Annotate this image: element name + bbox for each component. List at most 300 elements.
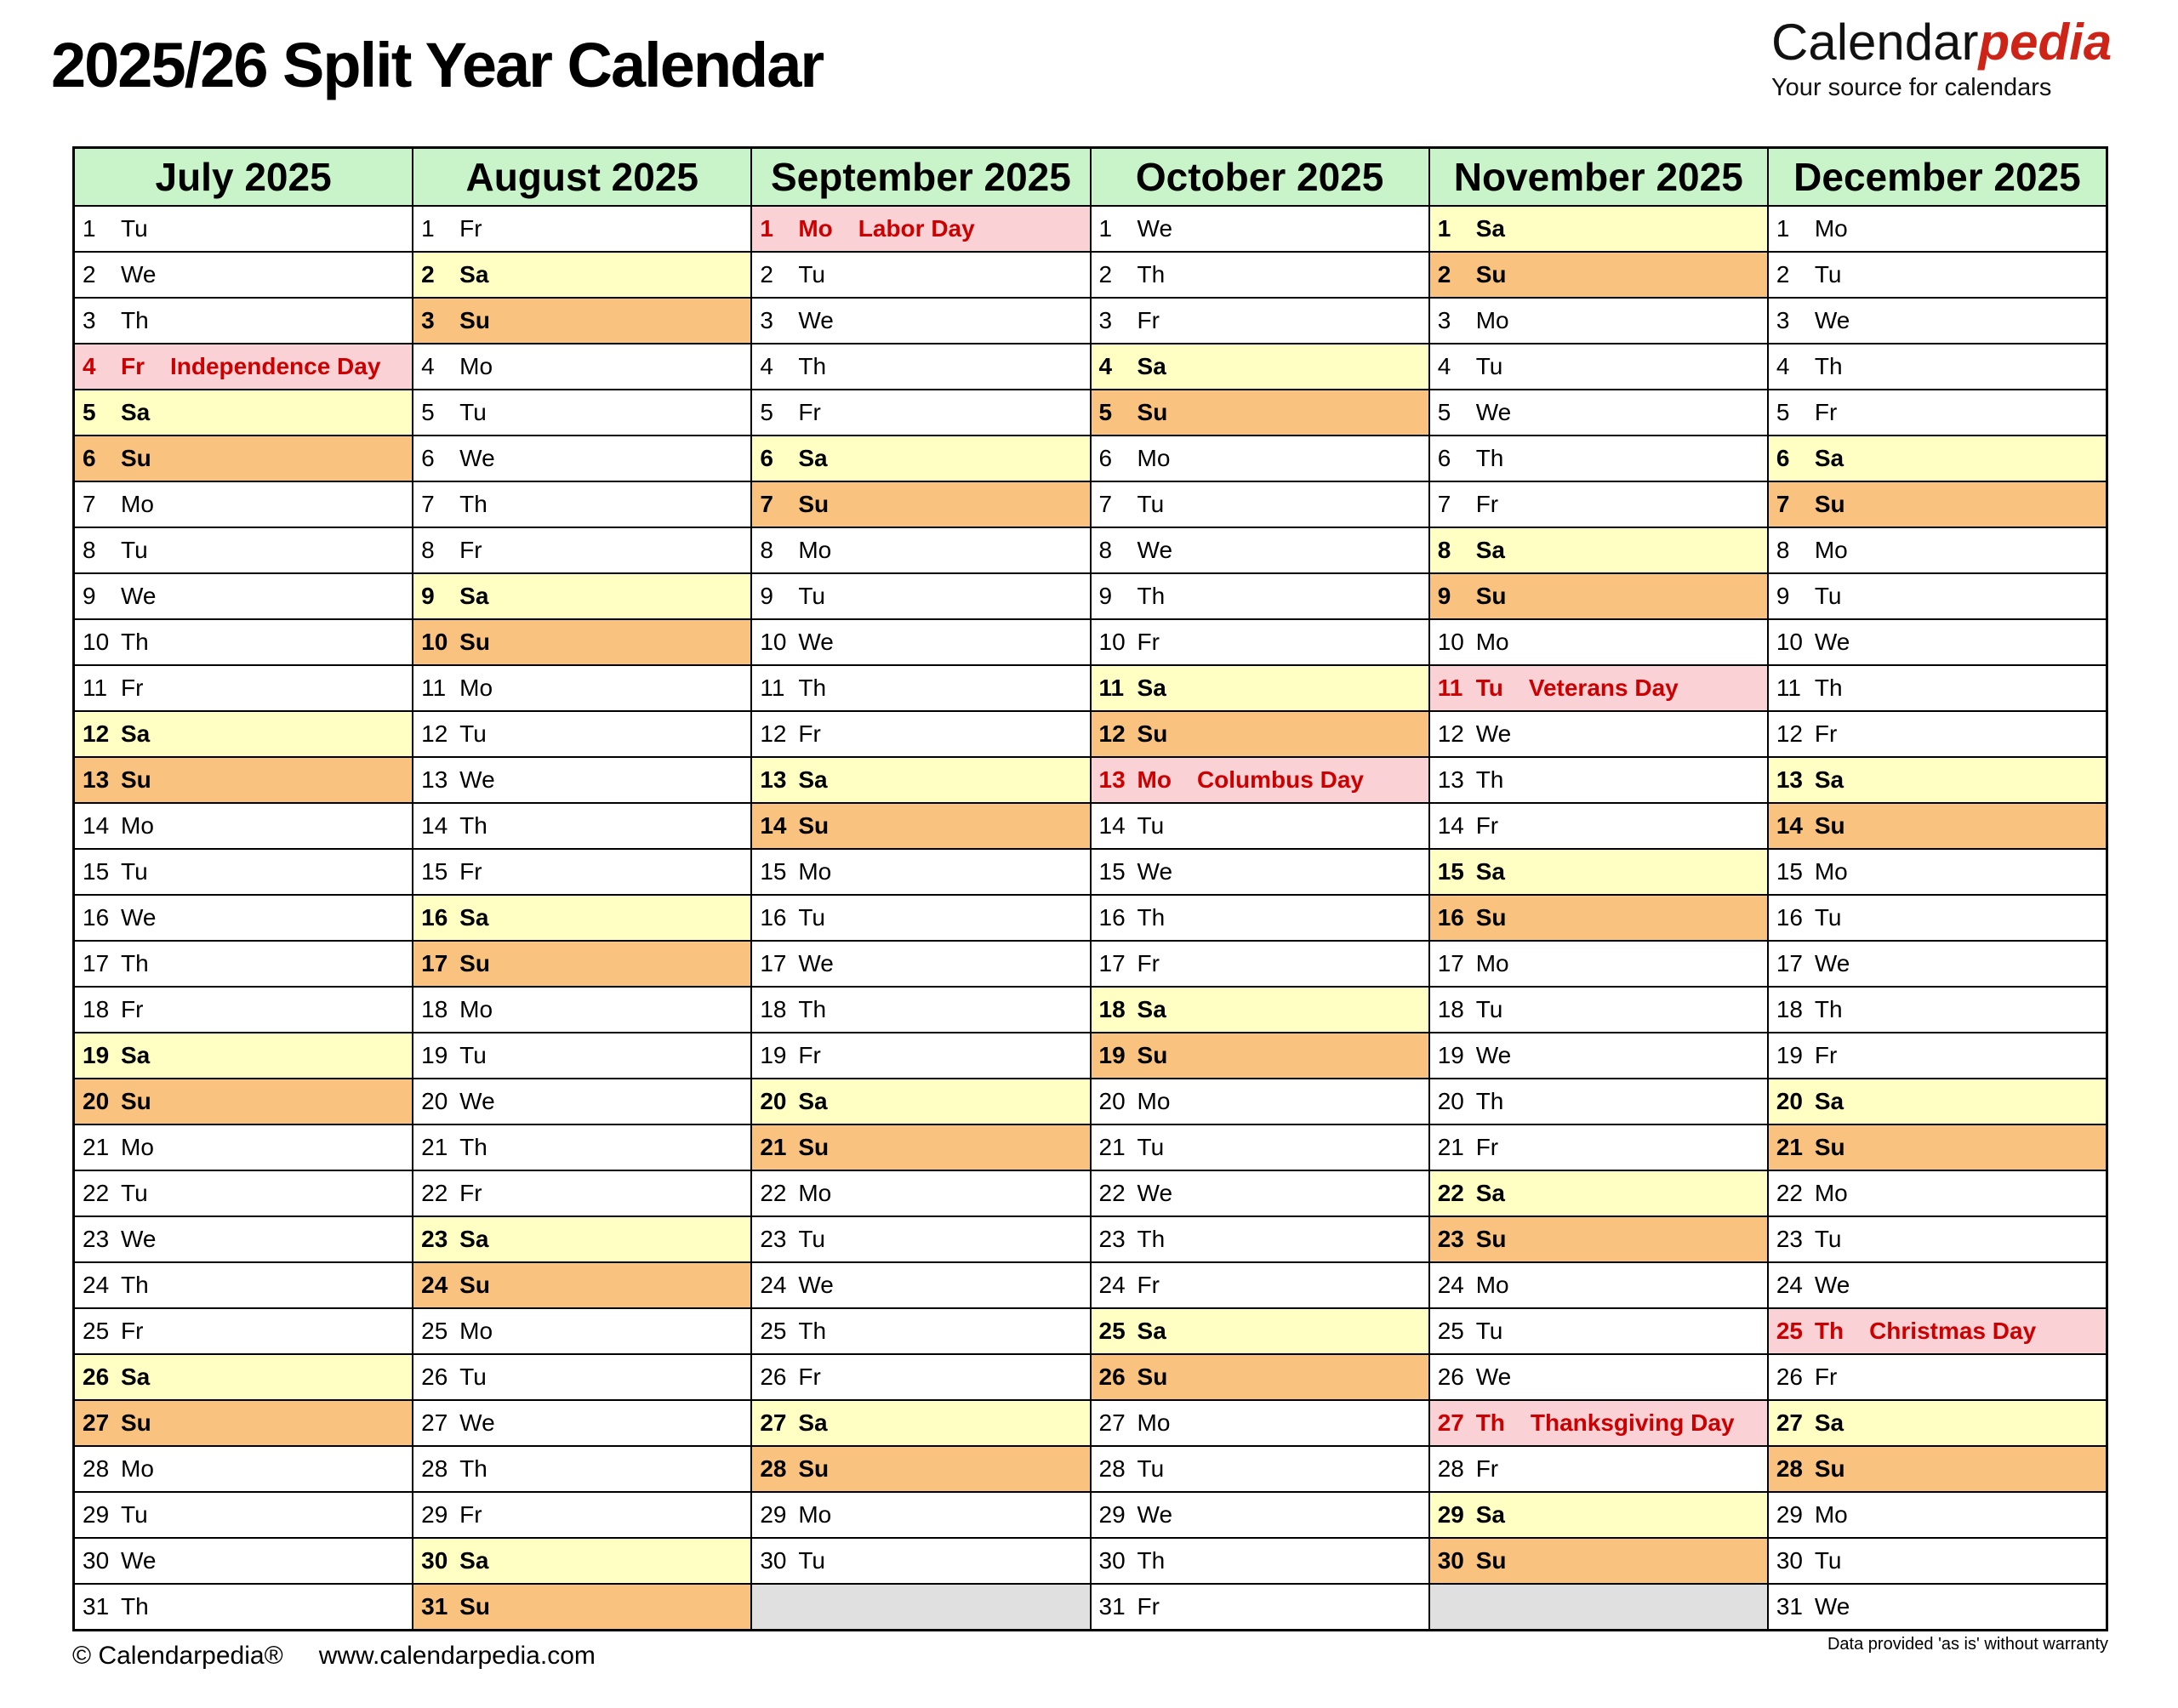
day-cell — [752, 528, 1089, 574]
website-link[interactable]: www.calendarpedia.com — [318, 1642, 596, 1670]
day-weekday: Mo — [1814, 215, 1848, 242]
day-weekday: We — [798, 950, 834, 976]
day-number: 9 — [1437, 583, 1451, 609]
day-cell — [1769, 207, 2106, 253]
day-number: 11 — [1437, 675, 1463, 701]
day-weekday: We — [1814, 1272, 1850, 1298]
day-weekday: Fr — [1814, 399, 1838, 425]
day-weekday: Th — [1814, 996, 1843, 1022]
day-cell — [1092, 1033, 1428, 1079]
day-weekday: Mo — [121, 491, 154, 517]
day-number: 1 — [1437, 215, 1451, 242]
day-weekday: Th — [121, 1593, 149, 1620]
day-number: 26 — [421, 1364, 448, 1390]
day-number: 14 — [1098, 812, 1126, 839]
day-number: 14 — [760, 812, 787, 839]
day-number: 26 — [1098, 1364, 1126, 1390]
day-number: 3 — [83, 307, 96, 333]
day-weekday: We — [1475, 1042, 1512, 1068]
day-weekday: Th — [1137, 261, 1166, 288]
day-weekday: Sa — [459, 904, 489, 931]
day-cell — [1430, 207, 1767, 253]
day-weekday: Sa — [121, 720, 151, 747]
day-cell — [752, 1309, 1089, 1355]
day-number: 3 — [1098, 307, 1113, 333]
day-weekday: Mo — [1137, 766, 1172, 793]
day-cell — [1092, 1585, 1428, 1629]
day-cell — [752, 988, 1089, 1033]
day-number: 3 — [421, 307, 435, 333]
day-weekday: Th — [459, 1455, 487, 1482]
day-number: 20 — [83, 1088, 110, 1114]
day-number: 13 — [1776, 766, 1804, 793]
day-weekday: Sa — [1814, 1088, 1844, 1114]
day-number: 24 — [1776, 1272, 1804, 1298]
day-number: 23 — [421, 1226, 448, 1252]
day-weekday: We — [1475, 720, 1512, 747]
day-cell — [75, 666, 412, 712]
day-number: 15 — [1437, 858, 1464, 885]
day-number: 31 — [421, 1593, 448, 1620]
day-weekday: Sa — [1137, 675, 1166, 701]
day-cell — [413, 390, 750, 436]
day-cell — [413, 1079, 750, 1125]
day-number: 16 — [1437, 904, 1464, 931]
day-weekday: Su — [798, 491, 830, 517]
day-weekday: Fr — [1475, 491, 1499, 517]
day-cell — [1769, 804, 2106, 850]
day-cell — [1092, 804, 1428, 850]
day-weekday: Tu — [1475, 353, 1503, 379]
day-weekday: Th — [1137, 1547, 1166, 1574]
day-weekday: Fr — [459, 537, 482, 563]
day-weekday: Sa — [459, 1547, 489, 1574]
day-number: 5 — [1776, 399, 1790, 425]
day-weekday: Mo — [1814, 537, 1848, 563]
day-number: 24 — [421, 1272, 448, 1298]
day-weekday: Su — [121, 766, 151, 793]
day-weekday: Tu — [1137, 491, 1165, 517]
day-weekday: Tu — [798, 1226, 825, 1252]
day-number: 23 — [83, 1226, 110, 1252]
day-weekday: Mo — [1137, 1409, 1171, 1436]
day-cell — [1769, 1033, 2106, 1079]
day-number: 8 — [421, 537, 435, 563]
day-number: 2 — [83, 261, 96, 288]
day-weekday: We — [1814, 1593, 1850, 1620]
holiday-label: Christmas Day — [1869, 1318, 2037, 1344]
day-weekday: Sa — [1137, 996, 1166, 1022]
day-cell — [1769, 299, 2106, 344]
logo-tagline: Your source for calendars — [1771, 74, 2052, 101]
day-cell — [1769, 666, 2106, 712]
day-cell — [1092, 482, 1428, 528]
day-weekday: We — [1137, 537, 1173, 563]
day-number: 25 — [760, 1318, 787, 1344]
day-weekday: Su — [459, 1593, 490, 1620]
day-number: 2 — [760, 261, 773, 288]
day-number: 6 — [1437, 445, 1451, 471]
day-cell — [1769, 436, 2106, 482]
empty-cell — [1430, 1585, 1767, 1629]
day-weekday: We — [1137, 1501, 1173, 1528]
day-number: 5 — [1437, 399, 1451, 425]
day-weekday: Th — [1475, 1409, 1505, 1436]
day-cell — [1430, 1033, 1767, 1079]
day-number: 17 — [83, 950, 110, 976]
day-weekday: Su — [1475, 583, 1507, 609]
day-number: 5 — [83, 399, 96, 425]
day-weekday: Fr — [121, 996, 144, 1022]
day-number: 17 — [1437, 950, 1464, 976]
day-cell — [75, 804, 412, 850]
day-weekday: Th — [798, 675, 827, 701]
day-number: 6 — [83, 445, 96, 471]
day-cell — [413, 253, 750, 299]
month-header: September 2025 — [752, 149, 1089, 207]
day-weekday: Th — [1137, 904, 1166, 931]
day-number: 25 — [83, 1318, 110, 1344]
day-cell — [1769, 344, 2106, 390]
day-weekday: Fr — [1814, 720, 1838, 747]
day-cell — [75, 528, 412, 574]
day-cell — [413, 528, 750, 574]
day-weekday: Th — [1475, 1088, 1504, 1114]
day-weekday: We — [1475, 399, 1512, 425]
day-number: 18 — [1098, 996, 1126, 1022]
day-cell — [413, 1585, 750, 1629]
day-number: 6 — [760, 445, 773, 471]
day-number: 6 — [1776, 445, 1790, 471]
day-number: 20 — [1776, 1088, 1804, 1114]
day-number: 30 — [83, 1547, 110, 1574]
day-cell — [1430, 850, 1767, 896]
day-weekday: Th — [1814, 353, 1843, 379]
day-number: 15 — [1098, 858, 1126, 885]
day-number: 9 — [421, 583, 435, 609]
day-cell — [413, 1217, 750, 1263]
day-weekday: Tu — [798, 583, 825, 609]
day-number: 7 — [421, 491, 435, 517]
day-number: 8 — [83, 537, 96, 563]
day-cell — [75, 1125, 412, 1171]
day-cell — [752, 850, 1089, 896]
day-number: 30 — [760, 1547, 787, 1574]
day-weekday: Fr — [1814, 1364, 1838, 1390]
day-number: 17 — [760, 950, 787, 976]
day-weekday: Su — [121, 1088, 151, 1114]
day-cell — [413, 436, 750, 482]
day-weekday: Tu — [798, 1547, 825, 1574]
day-cell — [1092, 207, 1428, 253]
day-cell — [1092, 1401, 1428, 1447]
day-number: 27 — [1776, 1409, 1804, 1436]
day-weekday: We — [459, 445, 495, 471]
day-weekday: Mo — [1137, 1088, 1171, 1114]
day-weekday: Th — [1475, 766, 1504, 793]
day-cell — [752, 1355, 1089, 1401]
day-weekday: Mo — [1475, 629, 1509, 655]
day-number: 20 — [1098, 1088, 1126, 1114]
day-weekday: Mo — [798, 1501, 832, 1528]
day-cell — [1769, 1125, 2106, 1171]
day-weekday: Sa — [1475, 537, 1505, 563]
day-number: 1 — [760, 215, 773, 242]
day-weekday: Tu — [1814, 261, 1842, 288]
day-cell — [752, 1493, 1089, 1539]
day-number: 1 — [1776, 215, 1790, 242]
month-header: October 2025 — [1092, 149, 1428, 207]
day-weekday: Tu — [1814, 1226, 1842, 1252]
day-weekday: We — [459, 766, 495, 793]
day-number: 18 — [760, 996, 787, 1022]
day-cell — [752, 1217, 1089, 1263]
day-weekday: Th — [1814, 1318, 1844, 1344]
day-number: 5 — [760, 399, 773, 425]
day-number: 2 — [421, 261, 435, 288]
day-cell — [1092, 1079, 1428, 1125]
day-cell — [1430, 666, 1767, 712]
day-number: 27 — [1098, 1409, 1126, 1436]
day-weekday: Mo — [459, 996, 493, 1022]
day-number: 21 — [1776, 1134, 1804, 1160]
day-cell — [413, 1171, 750, 1217]
day-weekday: Fr — [459, 1501, 482, 1528]
day-number: 28 — [83, 1455, 110, 1482]
day-weekday: We — [459, 1088, 495, 1114]
day-weekday: Fr — [1137, 1272, 1160, 1298]
day-weekday: Th — [121, 307, 149, 333]
day-weekday: Fr — [121, 675, 144, 701]
day-cell — [1092, 1539, 1428, 1585]
day-number: 22 — [421, 1180, 448, 1206]
day-cell — [1092, 1263, 1428, 1309]
day-weekday: Fr — [459, 858, 482, 885]
day-cell — [1769, 1493, 2106, 1539]
day-number: 31 — [83, 1593, 110, 1620]
day-cell — [1092, 1125, 1428, 1171]
day-weekday: Fr — [1475, 1134, 1499, 1160]
day-number: 24 — [760, 1272, 787, 1298]
footer-left — [72, 1642, 596, 1671]
day-weekday: Su — [798, 1455, 830, 1482]
day-weekday: We — [1814, 950, 1850, 976]
day-cell — [1092, 1171, 1428, 1217]
day-number: 14 — [1437, 812, 1464, 839]
day-number: 1 — [421, 215, 435, 242]
day-number: 30 — [1776, 1547, 1804, 1574]
day-weekday: Mo — [1814, 858, 1848, 885]
day-number: 21 — [83, 1134, 110, 1160]
day-cell — [752, 712, 1089, 758]
day-cell — [752, 620, 1089, 666]
day-weekday: Sa — [1475, 858, 1505, 885]
day-cell — [1092, 666, 1428, 712]
day-cell — [1430, 758, 1767, 804]
day-weekday: Fr — [1475, 1455, 1499, 1482]
day-number: 8 — [1098, 537, 1113, 563]
day-weekday: Su — [1137, 399, 1168, 425]
day-number: 18 — [1776, 996, 1804, 1022]
day-number: 19 — [421, 1042, 448, 1068]
day-weekday: We — [121, 1226, 157, 1252]
day-number: 4 — [1437, 353, 1451, 379]
day-cell — [1092, 1493, 1428, 1539]
day-weekday: We — [1814, 307, 1850, 333]
day-number: 18 — [83, 996, 110, 1022]
day-cell — [413, 620, 750, 666]
day-weekday: Sa — [121, 399, 151, 425]
month-column — [75, 149, 412, 1629]
day-cell — [413, 1447, 750, 1493]
day-weekday: Sa — [459, 261, 489, 288]
day-number: 29 — [1098, 1501, 1126, 1528]
day-number: 25 — [1776, 1318, 1804, 1344]
page-title: 2025/26 Split Year Calendar — [51, 30, 824, 100]
day-number: 31 — [1098, 1593, 1126, 1620]
day-weekday: We — [121, 261, 157, 288]
day-weekday: Tu — [798, 261, 825, 288]
day-number: 14 — [1776, 812, 1804, 839]
day-weekday: We — [1137, 1180, 1173, 1206]
day-weekday: We — [798, 629, 834, 655]
day-cell — [1092, 436, 1428, 482]
month-column — [750, 149, 1089, 1629]
day-cell — [752, 1033, 1089, 1079]
day-cell — [1769, 712, 2106, 758]
day-number: 24 — [83, 1272, 110, 1298]
month-header: July 2025 — [75, 149, 412, 207]
day-weekday: Sa — [1814, 445, 1844, 471]
day-weekday: Mo — [1475, 1272, 1509, 1298]
day-number: 13 — [760, 766, 787, 793]
day-weekday: Sa — [798, 766, 828, 793]
day-weekday: Tu — [1814, 1547, 1842, 1574]
calendarpedia-logo — [1771, 14, 2112, 101]
day-weekday: Mo — [1814, 1501, 1848, 1528]
day-number: 10 — [1437, 629, 1464, 655]
day-cell — [75, 1447, 412, 1493]
day-cell — [1430, 1217, 1767, 1263]
day-weekday: Fr — [1137, 950, 1160, 976]
day-cell — [1769, 758, 2106, 804]
day-number: 26 — [83, 1364, 110, 1390]
day-weekday: Fr — [798, 1042, 821, 1068]
day-weekday: Tu — [121, 1501, 148, 1528]
day-weekday: Su — [121, 445, 151, 471]
day-weekday: We — [1814, 629, 1850, 655]
day-weekday: Su — [1475, 904, 1507, 931]
day-number: 12 — [1437, 720, 1464, 747]
day-weekday: We — [798, 307, 834, 333]
day-cell — [75, 1493, 412, 1539]
day-number: 29 — [1437, 1501, 1464, 1528]
day-cell — [413, 1033, 750, 1079]
day-number: 16 — [1776, 904, 1804, 931]
day-number: 27 — [760, 1409, 787, 1436]
day-cell — [1092, 299, 1428, 344]
day-weekday: Th — [121, 1272, 149, 1298]
day-number: 5 — [421, 399, 435, 425]
day-number: 22 — [1776, 1180, 1804, 1206]
day-cell — [75, 620, 412, 666]
day-cell — [1430, 390, 1767, 436]
day-number: 11 — [760, 675, 785, 701]
day-number: 18 — [1437, 996, 1464, 1022]
day-weekday: We — [798, 1272, 834, 1298]
day-cell — [1092, 896, 1428, 942]
day-cell — [1769, 1447, 2106, 1493]
day-cell — [752, 299, 1089, 344]
day-number: 23 — [1776, 1226, 1804, 1252]
day-cell — [1430, 1125, 1767, 1171]
day-number: 19 — [1098, 1042, 1126, 1068]
day-weekday: Tu — [1137, 812, 1165, 839]
day-cell — [413, 574, 750, 620]
day-weekday: Fr — [459, 215, 482, 242]
day-cell — [1769, 942, 2106, 988]
day-cell — [1092, 712, 1428, 758]
day-number: 15 — [83, 858, 110, 885]
day-number: 29 — [421, 1501, 448, 1528]
day-number: 23 — [1437, 1226, 1464, 1252]
day-cell — [1769, 253, 2106, 299]
day-number: 9 — [760, 583, 773, 609]
day-weekday: Su — [1137, 720, 1168, 747]
day-cell — [752, 1079, 1089, 1125]
day-number: 15 — [1776, 858, 1804, 885]
day-cell — [752, 758, 1089, 804]
day-weekday: Fr — [1137, 629, 1160, 655]
day-number: 7 — [760, 491, 773, 517]
day-cell — [1769, 1079, 2106, 1125]
month-column — [1767, 149, 2106, 1629]
day-cell — [752, 482, 1089, 528]
day-weekday: Sa — [1475, 1180, 1505, 1206]
day-number: 13 — [83, 766, 110, 793]
day-number: 2 — [1098, 261, 1113, 288]
day-cell — [413, 482, 750, 528]
day-number: 2 — [1776, 261, 1790, 288]
day-number: 4 — [760, 353, 773, 379]
day-cell — [1430, 299, 1767, 344]
day-number: 22 — [1437, 1180, 1464, 1206]
day-number: 14 — [83, 812, 110, 839]
day-cell — [752, 896, 1089, 942]
day-cell — [1430, 1401, 1767, 1447]
day-number: 13 — [1437, 766, 1464, 793]
day-cell — [752, 804, 1089, 850]
month-column — [412, 149, 750, 1629]
day-weekday: Th — [459, 1134, 487, 1160]
day-weekday: Tu — [459, 1042, 487, 1068]
day-cell — [413, 804, 750, 850]
logo-black-part: Calendar — [1771, 14, 1979, 71]
day-number: 17 — [1776, 950, 1804, 976]
day-weekday: Sa — [1475, 1501, 1505, 1528]
day-weekday: Tu — [459, 1364, 487, 1390]
day-cell — [1092, 1309, 1428, 1355]
day-number: 5 — [1098, 399, 1113, 425]
day-number: 8 — [1776, 537, 1790, 563]
day-cell — [75, 253, 412, 299]
day-weekday: Su — [1814, 1134, 1845, 1160]
day-number: 12 — [1776, 720, 1804, 747]
day-cell — [413, 1401, 750, 1447]
day-weekday: Tu — [121, 858, 148, 885]
day-number: 1 — [83, 215, 96, 242]
day-number: 19 — [760, 1042, 787, 1068]
